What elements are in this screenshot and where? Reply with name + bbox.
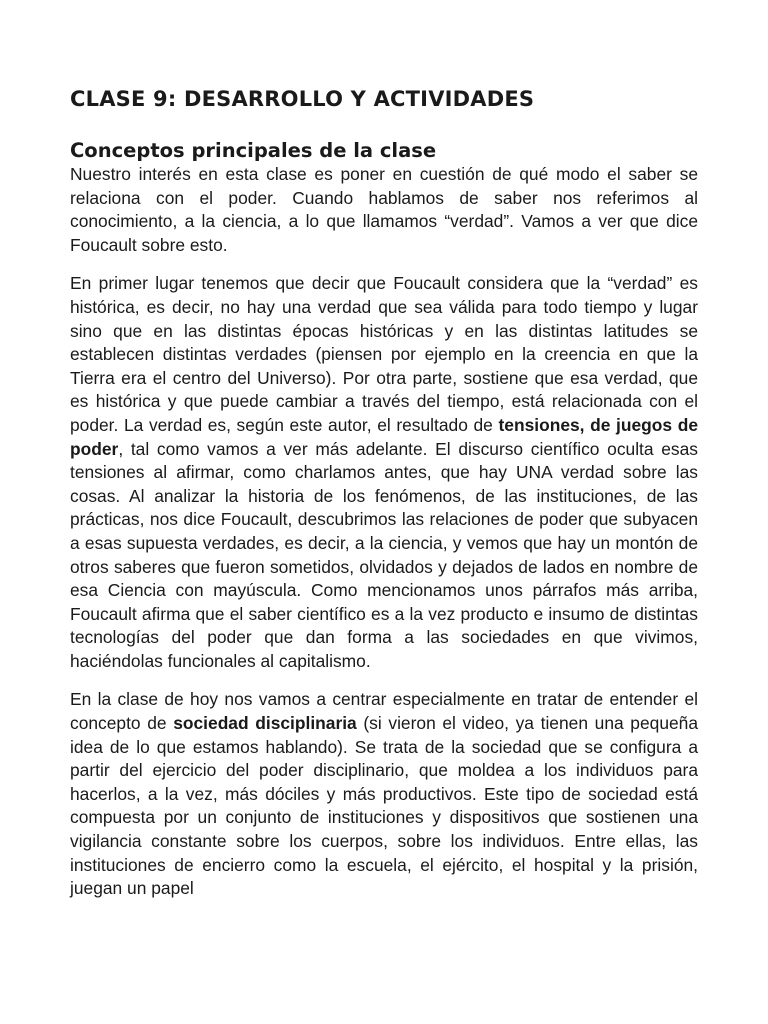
paragraph-2-text-after: , tal como vamos a ver más adelante. El discurso científico oculta esas tensiones al afirmar, como charlamos antes, que hay UNA verdad sobre las cosas. Al analizar la historia de los fenómenos, de las instituciones, de las prácticas, nos dice Foucault, descubrimos las relaciones de poder que subyacen a esas supuesta verdades, es decir, a la ciencia, y vemos que hay un montón de otros saberes que fueron sometidos, olvidados y dejados de lados en nombre de esa Ciencia con mayúscula. Como mencionamos unos párrafos más arriba, Foucault afirma que el saber científico es a la vez producto e insumo de distintas tecnologías del poder que dan forma a las sociedades en que vivimos, haciéndolas funcionales al capitalismo. [70, 438, 698, 671]
paragraph-2 [70, 272, 698, 673]
paragraph-3 [70, 688, 698, 900]
paragraph-1: Nuestro interés en esta clase es poner en cuestión de qué modo el saber se relaciona con el poder. Cuando hablamos de saber nos referimos al conocimiento, a la ciencia, a lo que llamamos “verdad”. Vamos a ver que dice Foucault sobre esto. [70, 164, 698, 255]
page-title: CLASE 9: DESARROLLO Y ACTIVIDADES [70, 87, 535, 111]
paragraph-3-bold-phrase: sociedad disciplinaria [173, 713, 357, 734]
paragraph-2-text-before: En primer lugar tenemos que decir que Foucault considera que la “verdad” es histórica, es decir, no hay una verdad que sea válida para todo tiempo y lugar sino que en las distintas épocas históricas y en las distintas latitudes se establecen distintas verdades (piensen por ejemplo en la creencia en que la Tierra era el centro del Universo). Por otra parte, sostiene que esa verdad, que es histórica y que puede cambiar a través del tiempo, está relacionada con el poder. La verdad es, según este autor, el resultado de [70, 273, 698, 435]
paragraph-2-bold-phrase: tensiones, de juegos de poder [70, 414, 698, 459]
paragraph-3-text-before: En la clase de hoy nos vamos a centrar especialmente en tratar de entender el concepto de [70, 689, 698, 734]
paragraph-3-text-after: (si vieron el video, ya tienen una pequeña idea de lo que estamos hablando). Se trata de la sociedad que se configura a partir del ejercicio del poder disciplinario, que moldea a los individuos para hacerlos, a la vez, más dóciles y más productivos. Este tipo de sociedad está compuesta por un conjunto de instituciones y dispositivos que sostienen una vigilancia constante sobre los cuerpos, sobre los individuos. Entre ellas, las instituciones de encierro como la escuela, el ejército, el hospital y la prisión, juegan un papel [70, 713, 699, 899]
section-heading: Conceptos principales de la clase [70, 139, 437, 162]
